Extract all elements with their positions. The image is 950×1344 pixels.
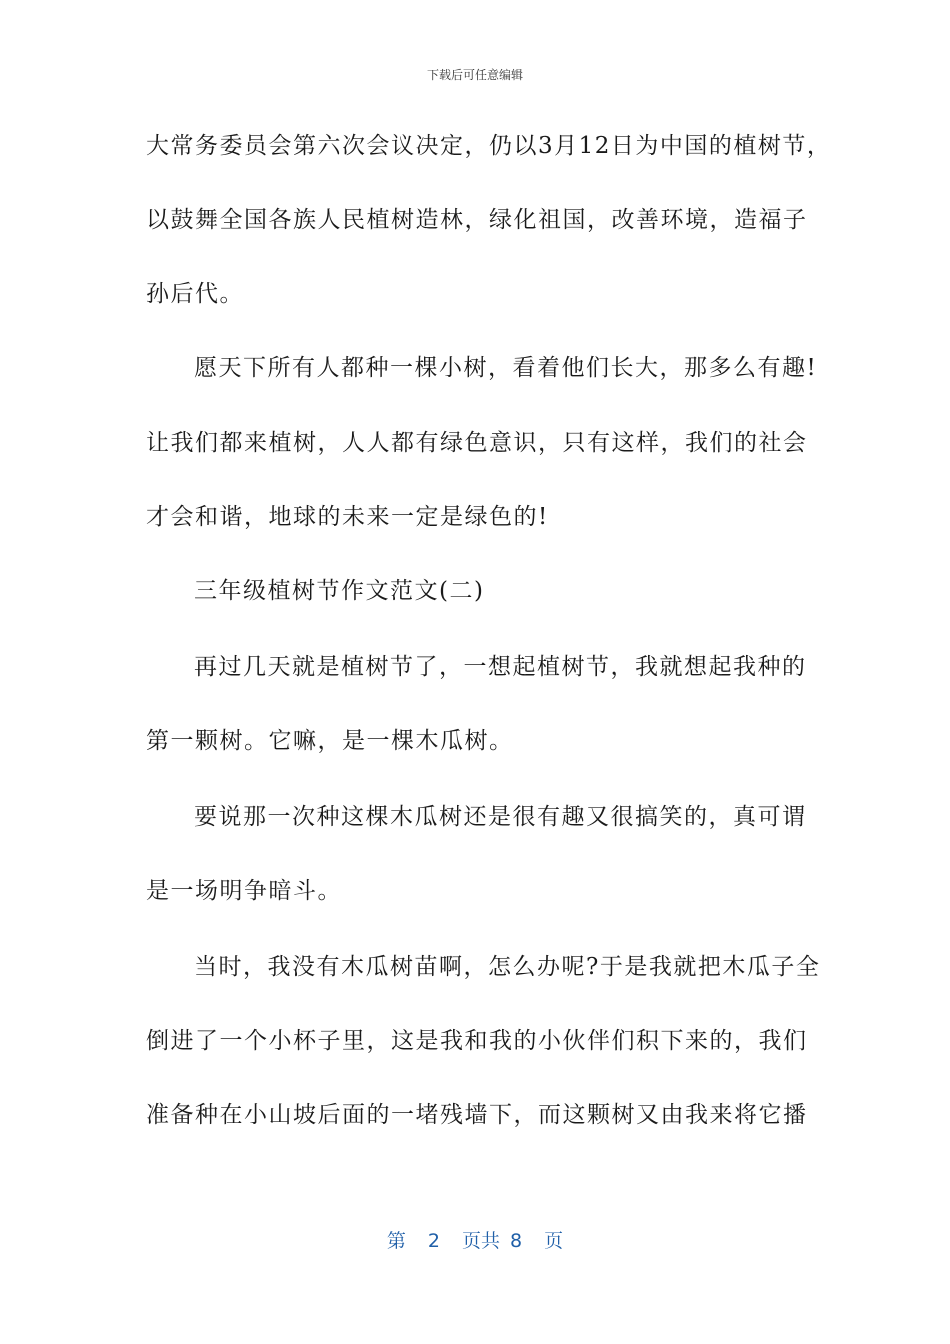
text-line: 大常务委员会第六次会议决定，仍以3月12日为中国的植树节， — [146, 133, 832, 159]
text-line: 让我们都来植树，人人都有绿色意识，只有这样，我们的社会 — [146, 430, 808, 456]
text-line: 准备种在小山坡后面的一堵残墙下，而这颗树又由我来将它播 — [146, 1102, 808, 1128]
text-line: 倒进了一个小杯子里，这是我和我的小伙伴们积下来的，我们 — [146, 1028, 808, 1054]
text-line: 孙后代。 — [146, 281, 244, 307]
current-page-number: 2 — [427, 1230, 440, 1252]
page-mid: 页共 — [461, 1230, 500, 1252]
page-header: 下载后可任意编辑 — [426, 68, 523, 82]
text-line: 第一颗树。它嘛，是一棵木瓜树。 — [146, 728, 514, 754]
section-title: 三年级植树节作文范文(二) — [194, 578, 485, 604]
page-suffix: 页 — [544, 1230, 564, 1252]
text-line: 是一场明争暗斗。 — [146, 878, 342, 904]
paragraph-start-line: 当时，我没有木瓜树苗啊，怎么办呢?于是我就把木瓜子全 — [194, 954, 821, 980]
text-line: 才会和谐，地球的未来一定是绿色的! — [146, 504, 549, 530]
total-pages-number: 8 — [510, 1230, 523, 1252]
page-prefix: 第 — [386, 1230, 406, 1252]
paragraph-start-line: 再过几天就是植树节了，一想起植树节，我就想起我种的 — [194, 654, 807, 680]
paragraph-start-line: 要说那一次种这棵木瓜树还是很有趣又很搞笑的，真可谓 — [194, 804, 807, 830]
text-line: 以鼓舞全国各族人民植树造林，绿化祖国，改善环境，造福子 — [146, 207, 808, 233]
page-footer — [0, 1226, 950, 1253]
paragraph-start-line: 愿天下所有人都种一棵小树，看着他们长大，那多么有趣! — [194, 355, 818, 381]
